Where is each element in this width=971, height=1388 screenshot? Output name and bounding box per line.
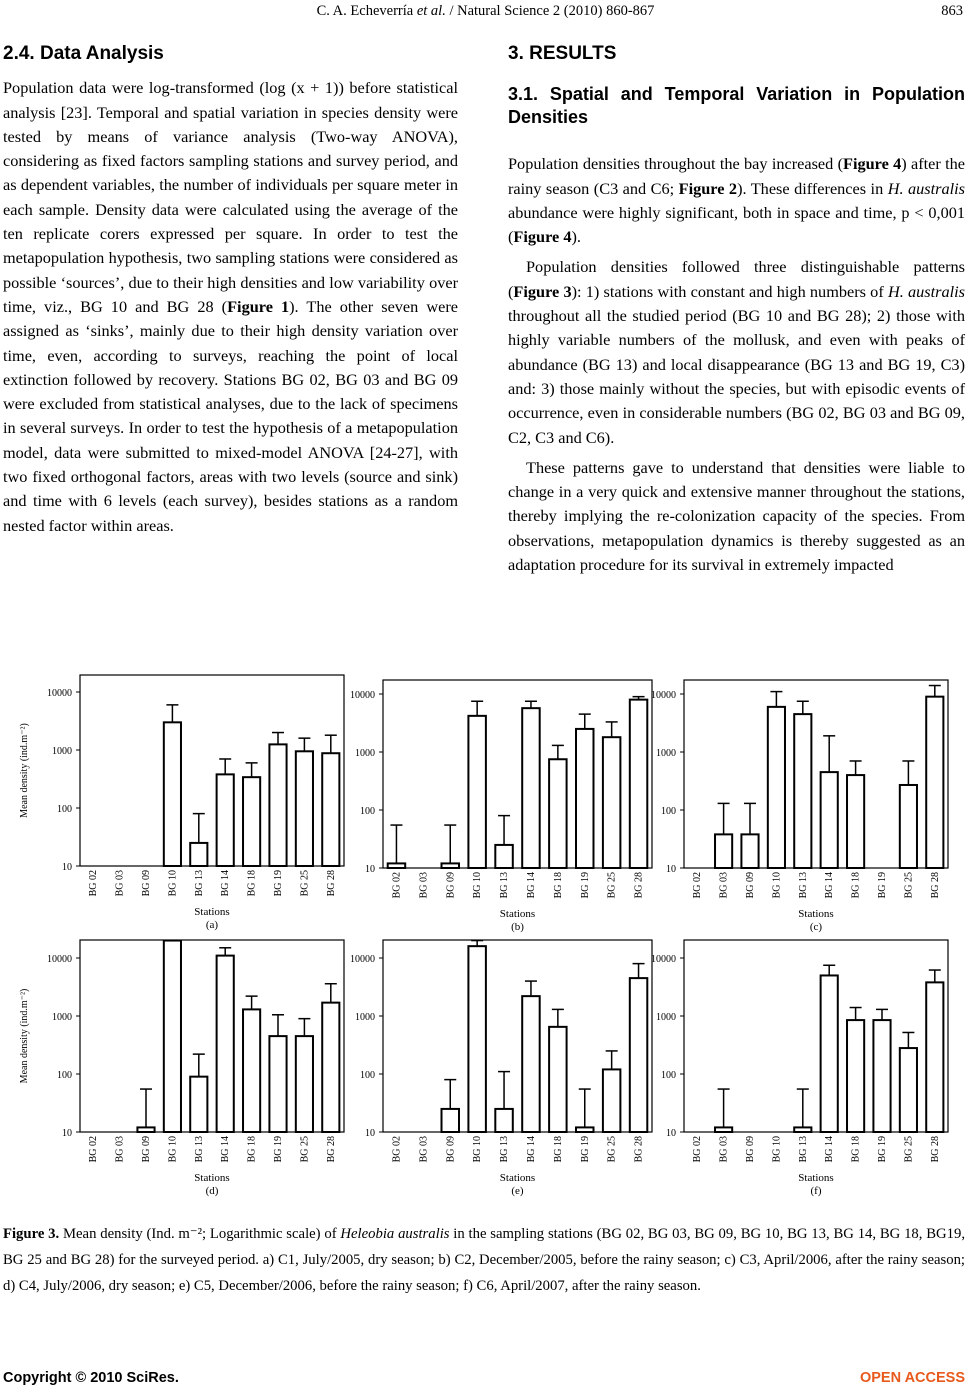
left-column (3, 42, 458, 538)
panel-label: (f) (810, 1185, 822, 1197)
y-tick-label: 100 (661, 1070, 676, 1081)
y-tick-label: 1000 (656, 748, 676, 759)
bar (794, 1127, 811, 1132)
x-tick-label: BG 03 (114, 870, 126, 897)
bar (495, 845, 512, 868)
x-tick-label: BG 09 (141, 1136, 152, 1163)
bar (926, 982, 943, 1132)
x-tick-label: BG 03 (718, 1136, 730, 1163)
x-tick-label: BG 13 (797, 1136, 809, 1163)
bar (243, 1009, 260, 1132)
bar (137, 1127, 154, 1132)
panel-label: (d) (205, 1185, 219, 1197)
figure-ref: Figure 3 (513, 281, 572, 301)
footer-copyright: Copyright © 2010 SciRes. (3, 1370, 179, 1386)
text-run: Population data were log-transformed (log (x + 1)) before statistical analysis [23]. Temporal and spatial variation in species density were tested by means of variance analysis (Two-way ANOVA), considering as fixed factors sampling stations and survey period, and as dependent variables, the number of individuals per square meter in each sample. Density data were calculated using the average of the ten replicate corers expressed per square. In order to test the metapopulation hypothesis, two sampling stations were considered as possible ‘sources’, due to their high densities and low variability over time, viz., BG 10 and BG 28 ( (3, 78, 458, 316)
bar (442, 863, 459, 868)
y-tick-label: 100 (57, 804, 72, 815)
bar (322, 1003, 339, 1132)
y-tick-label: 100 (661, 806, 676, 817)
y-tick-label: 100 (360, 806, 375, 817)
bar (741, 834, 758, 868)
bar (243, 777, 260, 866)
x-tick-label: BG 18 (850, 1136, 862, 1163)
x-tick-label: BG 09 (445, 872, 457, 899)
bar (522, 996, 539, 1132)
text-run: ). The other seven were assigned as ‘sinks’, mainly due to their high density variation over time, even, according to surveys, reaching the point of local extinction followed by recovery. Stations BG 02, BG 03 and BG 09 were excluded from statistical analyses, due to the lack of specimens in several surveys. In order to test the hypothesis of a metapopulation model, data were submitted to mixed-model ANOVA [24-27], with two fixed orthogonal factors, areas with two levels (source and sink) and time with 6 levels (each survey), besides stations as a random nested factor within areas. (3, 296, 458, 535)
bar (603, 737, 620, 868)
bar (322, 753, 339, 866)
y-tick-label: 1000 (52, 1012, 72, 1023)
x-tick-label: BG 25 (903, 872, 915, 899)
x-tick-label: BG 14 (824, 872, 836, 899)
x-axis-label: Stations (798, 1172, 834, 1184)
x-tick-label: BG 28 (929, 1136, 941, 1163)
x-axis-label: Stations (798, 908, 834, 920)
bar (495, 1109, 512, 1132)
x-tick-label: BG 19 (273, 870, 284, 897)
y-tick-label: 10 (62, 862, 72, 873)
y-tick-label: 1000 (355, 1012, 375, 1023)
x-tick-label: BG 19 (579, 1136, 591, 1163)
bar (468, 716, 485, 868)
section-heading-data-analysis: 2.4. Data Analysis (3, 43, 164, 64)
bar (549, 1027, 566, 1132)
x-tick-label: BG 14 (220, 1136, 232, 1163)
x-tick-label: BG 25 (299, 1136, 311, 1163)
x-tick-label: BG 28 (633, 872, 645, 899)
figure-caption (3, 1221, 965, 1299)
panel-label: (a) (205, 919, 219, 931)
footer-open-access: OPEN ACCESS (859, 1370, 965, 1386)
bar (630, 978, 647, 1132)
caption-text: Mean density (Ind. m⁻²; Logarithmic scale) of (59, 1226, 341, 1242)
x-tick-label: BG 18 (552, 1136, 564, 1163)
y-tick-label: 10000 (350, 954, 375, 965)
x-tick-label: BG 03 (418, 1136, 430, 1163)
x-tick-label: BG 18 (246, 1136, 258, 1163)
text-run: ). (571, 227, 581, 247)
bar (217, 774, 234, 866)
x-tick-label: BG 25 (903, 1136, 915, 1163)
x-tick-label: BG 02 (692, 1136, 704, 1163)
bar (900, 1048, 917, 1132)
x-tick-label: BG 19 (579, 872, 591, 899)
bar (926, 697, 943, 868)
y-tick-label: 10 (666, 1128, 676, 1139)
caption-text: in the sampling stations (BG 02, BG 03, BG 09, BG 10, BG 13, BG 14, BG 18, BG19, BG 25 and BG 28) for the surveyed period. a) C1, July/2005, dry season; b) C2, December/2005, before the rainy season; c) C3, April/2006, after the rainy season; d) C4, July/2006, dry season; e) C5, December/2006, before the rainy season; f) C6, April/2007, after the rainy season. (3, 1226, 966, 1294)
y-tick-label: 10 (365, 864, 375, 875)
x-tick-label: BG 18 (850, 872, 862, 899)
bar (190, 843, 207, 866)
x-tick-label: BG 13 (797, 872, 809, 899)
bar (847, 1020, 864, 1132)
page-number: 863 (941, 3, 963, 19)
text-run: ) after the rainy season (C3 and C6; (508, 154, 965, 198)
x-tick-label: BG 10 (472, 1136, 484, 1163)
x-tick-label: BG 19 (273, 1136, 284, 1163)
bar (269, 1036, 286, 1132)
y-tick-label: 10000 (651, 690, 676, 701)
x-tick-label: BG 10 (771, 1136, 783, 1163)
x-tick-label: BG 13 (499, 872, 511, 899)
text-run: Population densities throughout the bay increased ( (508, 154, 844, 174)
bar (821, 975, 838, 1132)
x-tick-label: BG 09 (745, 1136, 756, 1163)
running-head-citation (0, 3, 971, 20)
data-analysis-paragraph (3, 76, 458, 538)
x-tick-label: BG 18 (552, 872, 564, 899)
x-tick-label: BG 10 (167, 870, 179, 897)
running-head-etal: et al. (416, 3, 446, 19)
bar (576, 729, 593, 868)
figure-3-panels (0, 660, 971, 1205)
species-name: H. australis (887, 178, 965, 198)
bar (847, 775, 864, 868)
x-tick-label: BG 03 (718, 872, 730, 899)
bar (442, 1109, 459, 1132)
x-tick-label: BG 19 (877, 1136, 888, 1163)
text-run: ): 1) stations with constant and high numbers of (571, 281, 888, 301)
x-tick-label: BG 02 (391, 872, 403, 899)
x-tick-label: BG 09 (141, 870, 152, 897)
text-run: abundance were highly significant, both in space and time, p < 0,001 ( (508, 202, 965, 247)
x-axis-label: Stations (499, 1172, 536, 1184)
x-tick-label: BG 10 (771, 872, 783, 899)
x-tick-label: BG 28 (929, 872, 941, 899)
bar (715, 1127, 732, 1132)
y-tick-label: 100 (360, 1070, 375, 1081)
running-head-journal: / Natural Science 2 (2010) 860-867 (445, 3, 655, 19)
running-head-authors: C. A. Echeverría (316, 3, 417, 19)
x-tick-label: BG 25 (299, 870, 311, 897)
x-tick-label: BG 28 (633, 1136, 645, 1163)
figure-ref: Figure 4 (843, 154, 902, 174)
x-axis-label: Stations (194, 1172, 230, 1184)
y-tick-label: 10000 (350, 690, 375, 701)
results-paragraph-3: These patterns gave to understand that densities were liable to change in a very quick and extensive manner throughout the stations, thereby implying the re-colonization capacity of the species. From observations, metapopulation dynamics is thereby suggested as an adaptation procedure for its survival in extremely impacted (508, 457, 965, 575)
y-tick-label: 10 (666, 864, 676, 875)
panel-label: (e) (511, 1185, 524, 1197)
x-axis-label: Stations (194, 906, 230, 918)
y-tick-label: 10000 (651, 954, 676, 965)
x-tick-label: BG 09 (445, 1136, 457, 1163)
x-tick-label: BG 10 (472, 872, 484, 899)
bar (794, 714, 811, 868)
section-heading-results: 3. RESULTS (508, 43, 617, 64)
x-tick-label: BG 02 (88, 870, 100, 897)
bar (900, 785, 917, 868)
x-tick-label: BG 02 (692, 872, 704, 899)
right-column (508, 42, 965, 577)
y-tick-label: 1000 (52, 746, 72, 757)
results-paragraph-1 (508, 152, 965, 249)
x-tick-label: BG 10 (167, 1136, 179, 1163)
bar (873, 1020, 890, 1132)
x-tick-label: BG 13 (499, 1136, 511, 1163)
y-tick-label: 10 (62, 1128, 72, 1139)
bar (296, 751, 313, 866)
bar (630, 700, 647, 868)
x-tick-label: BG 02 (88, 1136, 100, 1163)
x-tick-label: BG 14 (525, 1136, 537, 1163)
y-tick-label: 10000 (47, 954, 72, 965)
bar (269, 744, 286, 866)
caption-species: Heleobia australis (340, 1226, 450, 1242)
species-name: H. australis (887, 281, 965, 301)
x-tick-label: BG 14 (824, 1136, 836, 1163)
x-tick-label: BG 13 (193, 1136, 205, 1163)
x-tick-label: BG 03 (418, 872, 430, 899)
caption-label: Figure 3. (3, 1226, 60, 1242)
x-tick-label: BG 14 (525, 872, 537, 899)
panel-label: (c) (809, 921, 823, 933)
bar (217, 956, 234, 1132)
bar (164, 941, 181, 1132)
y-tick-label: 10 (365, 1128, 375, 1139)
bar (576, 1127, 593, 1132)
y-axis-label: Mean density (ind.m⁻²) (19, 723, 30, 818)
y-tick-label: 1000 (656, 1012, 676, 1023)
panel-label: (b) (511, 921, 524, 933)
text-run: throughout all the studied period (BG 10 and BG 28); 2) those with highly variable numbers of the mollusk, and even with peaks of abundance (BG 13) and local disappearance (BG 13 and BG 19, C3) and: 3) those mainly without the species, but with episodic events of occurrence, even in considerable numbers (BG 02, BG 03 and BG 09, C2, C3 and C6). (508, 306, 965, 447)
bar (296, 1036, 313, 1132)
x-tick-label: BG 09 (745, 872, 756, 899)
bar (388, 863, 405, 868)
bar (190, 1077, 207, 1132)
text-run: ). These differences in (737, 178, 888, 198)
results-paragraph-2 (508, 255, 965, 449)
bar (603, 1069, 620, 1132)
x-tick-label: BG 19 (877, 872, 888, 899)
bar (715, 834, 732, 868)
subsection-heading: 3.1. Spatial and Temporal Variation in Population Densities (508, 84, 965, 128)
bar (821, 772, 838, 868)
y-tick-label: 10000 (47, 688, 72, 699)
x-tick-label: BG 02 (391, 1136, 403, 1163)
x-tick-label: BG 28 (325, 870, 337, 897)
x-tick-label: BG 13 (193, 870, 205, 897)
figure-ref: Figure 2 (678, 178, 738, 198)
figure-ref: Figure 4 (513, 227, 572, 247)
bar (164, 722, 181, 866)
figure-ref: Figure 1 (227, 296, 290, 316)
x-tick-label: BG 28 (325, 1136, 337, 1163)
bar (468, 946, 485, 1132)
y-axis-label: Mean density (ind.m⁻²) (19, 988, 30, 1084)
x-tick-label: BG 25 (606, 872, 618, 899)
bar (549, 759, 566, 868)
bar (522, 708, 539, 868)
x-tick-label: BG 25 (606, 1136, 618, 1163)
x-tick-label: BG 18 (246, 870, 258, 897)
y-tick-label: 1000 (355, 748, 375, 759)
bar (768, 707, 785, 868)
x-tick-label: BG 14 (220, 870, 232, 897)
text-run: Population densities followed three distinguishable patterns ( (508, 257, 965, 301)
x-axis-label: Stations (499, 908, 536, 920)
y-tick-label: 100 (57, 1070, 72, 1081)
x-tick-label: BG 03 (114, 1136, 126, 1163)
